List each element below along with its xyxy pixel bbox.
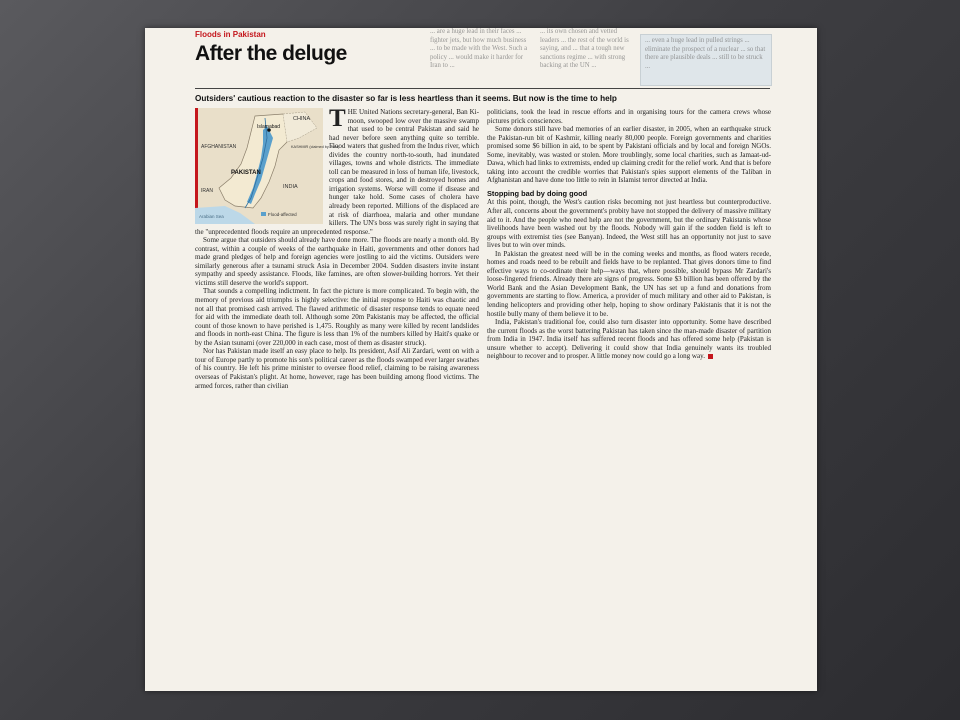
paragraph-1: THE United Nations secretary-general, Ban Ki-moon, swooped low over the massive swamp that used to be central Pakistan and said he had never before seen anything quite so terrible. Flood waters that gushed from the Indus river, which divides the country north-to-south, had inundated villages, towns and whole districts. The immediate toll can be measured in loss of human life, livestock, crops and food stores, and in destroyed homes and irrigation systems. Worse will come if disease and hunger take hold. Some cases of cholera have already been reported. Millions of the displaced are at risk of diarrhoea, malaria and other mundane killers. The UN's boss was surely right in saying that the "unprecedented floods require an unprecedented response."	[195, 105, 479, 236]
paragraph-2: Some argue that outsiders should already have done more. The floods are nearly a month old. By contrast, within a couple of weeks of the earthquake in Haiti, governments and other donors had made grand pledges of help and foreign agencies were jostling to aid the victims. Outsiders were similarly generous after a tsunami struck Asia in December 2004. Sudden disasters invite instant sympathy and speedy assistance. Floods, like famines, are often slower-building horrors. Yet their victims still deserve the world's support.	[195, 236, 479, 287]
paragraph-8: In Pakistan the greatest need will be in the coming weeks and months, as flood waters recede, homes and roads need to be rebuilt and fields have to be replanted. That gives donors time to find effective ways to co-ordinate their help—ways that, where possible, should bypass Mr Zardari's loose-fingered friends. Already there are signs of progress. Some $3 billion has been offered by the World Bank and the Asian Development Bank, the UN has set up a fund and donations from governments are starting to flow. America, a provider of much military and other aid to Pakistan, is lending helicopters and providing other help, hoping to show ordinary Pakistanis that it is not the hostile bully many of them believe it to be.	[487, 249, 771, 318]
paragraph-7: At this point, though, the West's caution risks becoming not just heartless but counterproductive. After all, concerns about the government's probity have not stopped the delivery of massive military aid to it. And the people who need help are not the government, but the ordinary Pakistanis whose livelihoods have been washed out by the floods. Nobody will gain if the sodden field is left to groups with extremist ties (see Banyan). Indeed, the West still has an opportunity not just to save lives but to win over minds.	[487, 198, 771, 250]
map-label-china: CHINA	[293, 116, 311, 122]
standfirst: Outsiders' cautious reaction to the disaster so far is less heartless than it seems. But now is the time to help	[195, 94, 617, 103]
previous-article-col-3: ... even a huge lead in pulled strings ... eliminate the prospect of a nuclear ... so that there are plausible deals ... still to be struck ...	[645, 37, 766, 70]
map-label-india: INDIA	[283, 184, 298, 190]
magazine-page	[145, 28, 817, 691]
paragraph-9: India, Pakistan's traditional foe, could also turn disaster into opportunity. Some have described the current floods as the worst battering Pakistan has taken since the man-made disaster of partition from India in 1947. India itself has suffered recent floods and has offered some help (Pakistan is unsure whether to accept). Delivering it could show that India genuinely wants its troubled neighbour to recover and to prosper. A little money now could go a long way.	[487, 318, 771, 361]
map-legend-swatch	[261, 212, 266, 216]
map-graphic	[195, 108, 340, 224]
paragraph-4: Nor has Pakistan made itself an easy place to help. Its president, Asif Ali Zardari, went on with a tour of Europe partly to promote his son's political career as the floods swamped ever larger swathes of his country. He left his prime minister to oversee flood relief, claiming to be raising awareness overseas of Pakistan's plight. At home, however, rage has been building among flood victims. The armed forces, rather than civilian	[195, 347, 479, 390]
previous-article-col-1: ... are a huge lead in their faces ... fighter jets, but how much business ... to be made with the West. Such a policy ... would make it harder for Iran to ...	[430, 28, 528, 70]
paragraph-5: politicians, took the lead in rescue efforts and in organising tours for the camera crews whose pictures prick consciences.	[487, 108, 771, 125]
map-label-islamabad: Islamabad	[257, 124, 281, 130]
paragraph-6: Some donors still have bad memories of an earlier disaster, in 2005, when an earthquake struck the Pakistan-run bit of Kashmir, killing nearly 80,000 people. Foreign governments and charities promised some $6 billion in aid, to be spent by Pakistani officials and by local and foreign NGOs. Some, inevitably, was wasted or stolen. More troublingly, some local charities, such as Jamaat-ud-Dawa, which had links to extremists, ended up claiming credit for the relief work. And that is before taking into account the credible worries that Pakistan's spies support elements of the Taliban in Afghanistan and have done too little to rein in Islamist terror directed at India.	[487, 125, 771, 185]
map-label-sea: Arabian Sea	[199, 214, 224, 219]
top-rule	[195, 88, 770, 89]
map-accent-bar	[195, 108, 198, 224]
subheading: Stopping bad by doing good	[487, 188, 588, 198]
section-tag: Floods in Pakistan	[195, 30, 266, 39]
dropcap: T	[329, 105, 346, 132]
left-column	[195, 105, 479, 390]
map-label-iran: IRAN	[201, 188, 213, 194]
map-label-afghanistan: AFGHANISTAN	[201, 144, 237, 150]
pakistan-map	[195, 108, 340, 224]
map-label-pakistan: PAKISTAN	[231, 170, 261, 176]
previous-article-box	[640, 34, 772, 86]
paragraph-3: That sounds a compelling indictment. In fact the picture is more complicated. To begin with, the memory of previous aid triumphs is highly selective: the initial response to Haiti was chaotic and not all that promised cash arrived. The flawed arithmetic of disaster response tends to equate need for aid with the immediate death toll. Although some 20m Pakistanis may be affected, the official count of those known to have perished is 1,475. Roughly as many were killed by recent landslides and floods in north-east China. The figure is less than 1% of the numbers killed by Haiti's quake or by the Asian tsunami (over 220,000 in each case, most of them as disaster struck).	[195, 287, 479, 347]
map-legend-label: Flood-affected	[268, 212, 297, 217]
previous-article-col-2: ... its own chosen and vetted leaders ... the rest of the world is saying, and ... that a tough new sanctions regime ... with strong backing at the UN ...	[540, 28, 629, 70]
headline: After the deluge	[195, 42, 347, 65]
map-label-kashmir: KASHMIR (claimed by India)	[291, 145, 340, 149]
end-mark-icon	[708, 354, 713, 359]
right-column	[487, 108, 771, 361]
